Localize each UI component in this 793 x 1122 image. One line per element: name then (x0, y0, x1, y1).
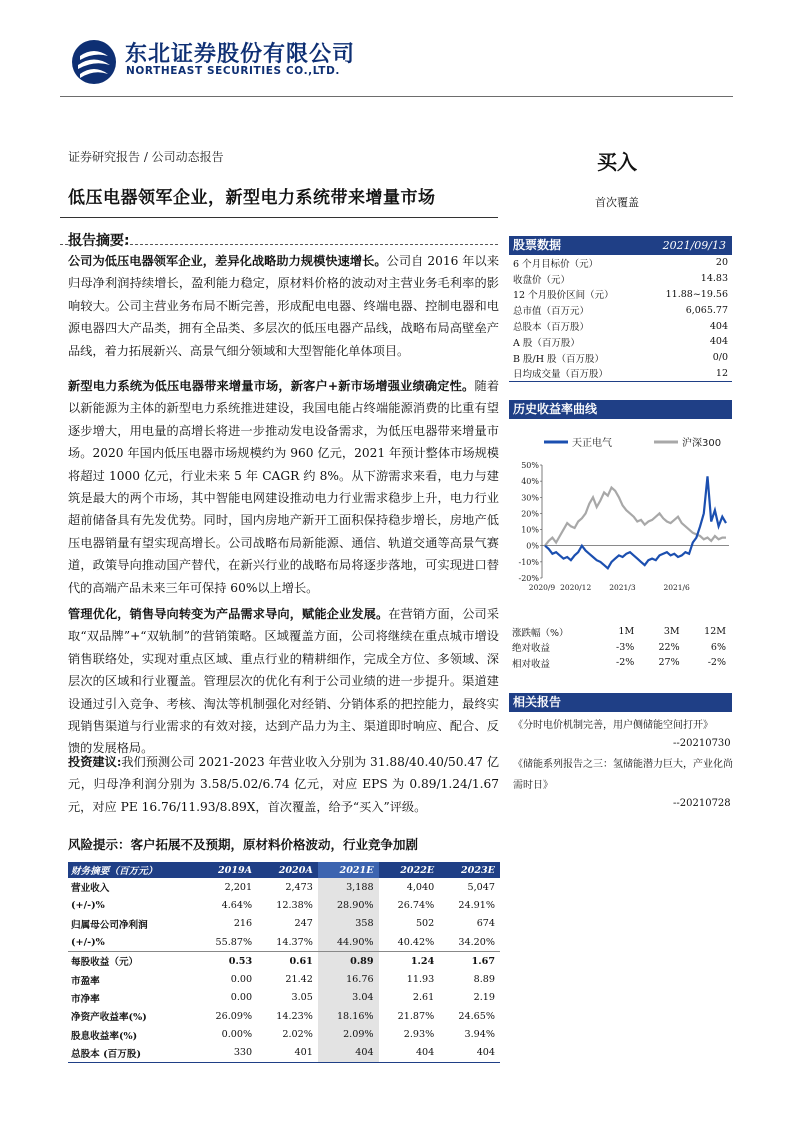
stock-data-label: B 股/H 股（百万股） (513, 353, 605, 365)
related-report-date: --20210730 (673, 738, 731, 749)
table-row (68, 1025, 500, 1043)
table-cell: 2,201 (224, 881, 253, 893)
row-label: 股息收益率(%) (71, 1030, 138, 1042)
table-cell: 2,473 (285, 881, 313, 893)
return-chart-header (509, 400, 732, 419)
performance-header-cell: 1M (618, 626, 635, 638)
stock-data-heading: 股票数据 (513, 238, 562, 252)
row-label: 总股本 (百万股) (68, 1044, 196, 1063)
x-tick-label: 2020/12 (560, 583, 592, 592)
table-cell: 4,040 (406, 881, 435, 893)
table-cell: 18.16% (318, 1007, 379, 1025)
table-header-cell: 2020A (257, 862, 318, 878)
table-row (68, 915, 500, 933)
company-logo-icon (70, 38, 118, 86)
table-cell: 44.90% (318, 933, 379, 952)
row-label: 净资产收益率(%) (71, 1012, 147, 1024)
table-cell: 404 (439, 1044, 500, 1063)
table-row (68, 933, 500, 952)
stock-data-label: 6 个月目标价（元） (513, 258, 599, 270)
table-cell: 55.87% (215, 936, 253, 948)
table-cell: 3,188 (318, 878, 379, 896)
table-cell: 12.38% (276, 899, 313, 911)
table-cell: 1.67 (439, 952, 500, 971)
table-cell: 1.24 (379, 952, 440, 971)
stock-data-label: 收盘价（元） (513, 274, 571, 286)
paragraph-lead: 管理优化，销售导向转变为产品需求导向，赋能企业发展。 (68, 607, 389, 621)
performance-value: 6% (710, 641, 726, 653)
row-label: 营业收入 (71, 883, 110, 895)
summary-paragraph (68, 603, 499, 760)
stock-data-row (509, 318, 732, 334)
stock-data-label: A 股（百万股） (513, 337, 580, 349)
stock-data-header (509, 236, 732, 255)
table-row (68, 970, 500, 988)
x-tick-label: 2021/6 (663, 583, 690, 592)
stock-data-value: 404 (709, 320, 728, 332)
y-tick-label: 50% (521, 461, 539, 470)
paragraph-text: 随着以新能源为主体的新型电力系统推进建设，我国电能占终端能源消费的比重有望逐步增大，用电量的高增长将进一步推动发电设备需求，为低压电器带来增量市场。2020 年国内低压电器市场规模约为 960 亿元，2021 年预计整体市场规模将超过 1000 亿元，行业未来 5 年 CAGR 约 8%。从下游需求来看，电力与建筑是最大的两个市场，其中智能电网建设推动电力行业需求稳步上升，电力行业超前储备具有先发优势。同时，国内房地产新开工面积保持稳步增长，房地产低压电器销量有望实现高增长。公司战略布局新能源、通信、轨道交通等高景气赛道，政策导向推动国产替代，在新兴行业的战略布局将逐步落地，可实现进口替代的高端产品未来三年可保持 60%以上增长。 (68, 379, 500, 595)
paragraph-lead: 公司为低压电器领军企业，差异化战略助力规模快速增长。 (68, 254, 387, 268)
paragraph-lead: 投资建议: (68, 755, 122, 769)
table-cell: 216 (233, 918, 253, 930)
stock-data-label: 总股本（百万股） (513, 322, 590, 334)
table-cell: 2.02% (282, 1029, 313, 1041)
risk-warning: 风险提示：客户拓展不及预期，原材料价格波动，行业竞争加剧 (68, 837, 419, 852)
legend-label: 天正电气 (572, 438, 612, 449)
paragraph-text: 我们预测公司 2021-2023 年营业收入分别为 31.88/40.40/50.47 亿元，归母净利润分别为 3.58/5.02/6.74 亿元，对应 EPS 为 0.89/1.24/1.67 元，对应 PE 16.76/11.93/8.89X，首次覆盖，给予“买入”评级。 (68, 755, 500, 814)
row-label: (+/-)% (71, 899, 105, 911)
performance-header-row (509, 624, 732, 640)
y-tick-label: -20% (518, 574, 539, 583)
table-cell: 21.87% (397, 1010, 435, 1022)
table-cell: 24.91% (458, 899, 495, 911)
table-header-cell: 2023E (439, 862, 500, 878)
summary-divider (60, 244, 498, 245)
performance-value: -3% (615, 641, 635, 653)
row-label: (+/-)% (71, 936, 105, 948)
stock-data-table (509, 255, 732, 382)
row-label: 归属母公司净利润 (71, 919, 148, 931)
table-cell: 0.00% (221, 1029, 253, 1041)
table-cell: 28.90% (318, 896, 379, 914)
rating: 买入 (597, 150, 637, 174)
stock-data-value: 14.83 (700, 273, 728, 285)
x-tick-label: 2021/3 (609, 583, 636, 592)
performance-value: 22% (658, 641, 680, 653)
table-row (68, 1044, 500, 1063)
stock-data-row (509, 366, 732, 382)
stock-data-row (509, 287, 732, 303)
table-cell: 16.76 (318, 970, 379, 988)
y-tick-label: 40% (521, 477, 539, 487)
paragraph-text: 公司自 2016 年以来归母净利润持续增长，盈利能力稳定，原材料价格的波动对主营业务毛利率的影响较大。公司主营业务布局不断完善，形成配电电器、终端电器、控制电器和电源电器四大产品类，拥有全品类、多层次的低压电器产品线，战略布局高壁垒产品线，着力拓展新兴、高景气细分领域和大型智能化单体项目。 (68, 254, 500, 358)
table-header-cell: 2019A (196, 862, 257, 878)
performance-label: 绝对收益 (512, 643, 551, 655)
related-report-date: --20210728 (673, 798, 731, 809)
performance-header-cell: 涨跌幅（%） (512, 627, 569, 639)
y-tick-label: 30% (521, 493, 539, 503)
table-cell: 3.94% (464, 1029, 495, 1041)
related-reports-header (509, 693, 732, 712)
performance-table (509, 624, 732, 671)
performance-row (509, 655, 732, 671)
table-cell: 0.53 (196, 952, 257, 971)
table-cell: 0.89 (318, 952, 379, 971)
table-cell: 674 (476, 918, 495, 930)
table-header-cell: 财务摘要（百万元） (68, 862, 196, 878)
title-divider (60, 217, 498, 218)
table-cell: 2.09% (318, 1025, 379, 1043)
summary-paragraph (68, 375, 499, 599)
brand-name-cn: 东北证券股份有限公司 (125, 42, 356, 67)
summary-paragraph (68, 250, 499, 362)
table-cell: 21.42 (285, 974, 313, 986)
table-cell: 26.74% (397, 899, 435, 911)
stock-data-row (509, 302, 732, 318)
table-row (68, 896, 500, 914)
x-tick-label: 2020/9 (528, 583, 556, 592)
table-header-cell: 2022E (379, 862, 440, 878)
table-cell: 11.93 (406, 974, 435, 986)
table-cell: 330 (196, 1044, 257, 1063)
table-cell: 0.00 (230, 974, 253, 986)
return-line-chart (509, 425, 734, 597)
y-tick-label: 10% (521, 525, 539, 535)
table-cell: 26.09% (215, 1010, 253, 1022)
table-cell: 0.00 (230, 992, 253, 1004)
table-header-cell: 2021E (318, 862, 379, 878)
stock-data-date: 2021/09/13 (662, 239, 726, 252)
related-report-title[interactable]: 《分时电价机制完善，用户侧储能空间打开》 (513, 720, 713, 731)
table-cell: 358 (318, 915, 379, 933)
legend-label: 沪深300 (682, 438, 722, 449)
table-header-row (68, 862, 500, 878)
stock-data-row (509, 350, 732, 366)
table-row (68, 989, 500, 1007)
table-cell: 2.93% (403, 1029, 435, 1041)
row-label: 市净率 (71, 993, 100, 1005)
stock-data-row (509, 334, 732, 350)
stock-data-value: 6,065.77 (685, 304, 728, 316)
table-cell: 404 (379, 1044, 440, 1063)
related-reports-heading: 相关报告 (513, 695, 562, 709)
rating-subtitle: 首次覆盖 (595, 196, 639, 209)
table-cell: 34.20% (458, 936, 495, 948)
breadcrumb: 证券研究报告 / 公司动态报告 (68, 150, 224, 164)
table-cell: 502 (415, 918, 435, 930)
stock-data-row (509, 271, 732, 287)
table-cell: 404 (318, 1044, 379, 1063)
performance-header-cell: 3M (663, 626, 680, 638)
stock-data-row (509, 255, 732, 271)
stock-data-label: 12 个月股价区间（元） (513, 290, 614, 302)
table-cell: 8.89 (473, 974, 495, 986)
table-cell: 3.04 (318, 989, 379, 1007)
summary-heading: 报告摘要: (68, 233, 130, 249)
table-cell: 4.64% (221, 899, 253, 911)
table-cell: 5,047 (467, 881, 495, 893)
stock-data-value: 11.88~19.56 (665, 288, 728, 300)
table-cell: 40.42% (397, 936, 435, 948)
stock-data-label: 总市值（百万元） (513, 306, 590, 318)
performance-value: -2% (707, 657, 726, 669)
report-title: 低压电器领军企业，新型电力系统带来增量市场 (68, 188, 436, 208)
table-cell: 247 (294, 918, 313, 930)
series-line-company (545, 476, 726, 568)
stock-data-value: 20 (715, 257, 728, 269)
performance-value: -2% (615, 657, 635, 669)
summary-paragraph (68, 751, 499, 818)
table-cell: 0.61 (257, 952, 318, 971)
table-cell: 14.37% (276, 936, 313, 948)
performance-label: 相对收益 (512, 658, 551, 670)
stock-data-value: 0/0 (712, 352, 728, 364)
return-chart-heading: 历史收益率曲线 (513, 402, 598, 416)
table-cell: 24.65% (458, 1010, 495, 1022)
performance-row (509, 640, 732, 656)
brand-name-en: NORTHEAST SECURITIES CO.,LTD. (126, 65, 340, 77)
paragraph-text: 在营销方面，公司采取“双品牌”+“双轨制”的营销策略。区域覆盖方面，公司将继续在重点城市增设销售联络处，实现对重点区域、重点行业的精耕细作，完成全方位、多领域、深层次的区域和行业覆盖。管理层次的优化有利于公司业绩的进一步提升。渠道建设通过引入竞争、考核、淘汰等机制强化对经销、分销体系的把控能力，最终实现销售渠道与行业需求的有效对接，达到产品力为主、渠道即时响应、配合、反馈的发展格局。 (68, 607, 500, 756)
table-cell: 2.61 (412, 992, 435, 1004)
series-line-index (545, 488, 726, 546)
performance-header-cell: 12M (704, 626, 726, 638)
table-cell: 2.19 (473, 992, 495, 1004)
performance-value: 27% (658, 657, 680, 669)
y-tick-label: 0% (526, 541, 539, 551)
header-divider (60, 96, 733, 97)
financial-summary-table (68, 862, 500, 1063)
table-row (68, 952, 500, 971)
table-cell: 14.23% (276, 1010, 313, 1022)
stock-data-label: 日均成交量（百万股） (509, 366, 644, 382)
y-tick-label: -10% (518, 557, 539, 567)
paragraph-lead: 新型电力系统为低压电器带来增量市场，新客户+新市场增强业绩确定性。 (68, 379, 475, 393)
table-cell: 401 (257, 1044, 318, 1063)
table-cell: 3.05 (291, 992, 313, 1004)
table-row (68, 1007, 500, 1025)
row-label: 市盈率 (71, 975, 100, 987)
stock-data-value: 12 (644, 366, 732, 382)
related-report-title[interactable]: 《储能系列报告之三：氢储能潜力巨大，产业化尚需时日》 (513, 759, 733, 791)
row-label: 每股收益（元） (68, 952, 196, 971)
table-row (68, 878, 500, 896)
stock-data-value: 404 (709, 336, 728, 348)
y-tick-label: 20% (521, 509, 539, 519)
